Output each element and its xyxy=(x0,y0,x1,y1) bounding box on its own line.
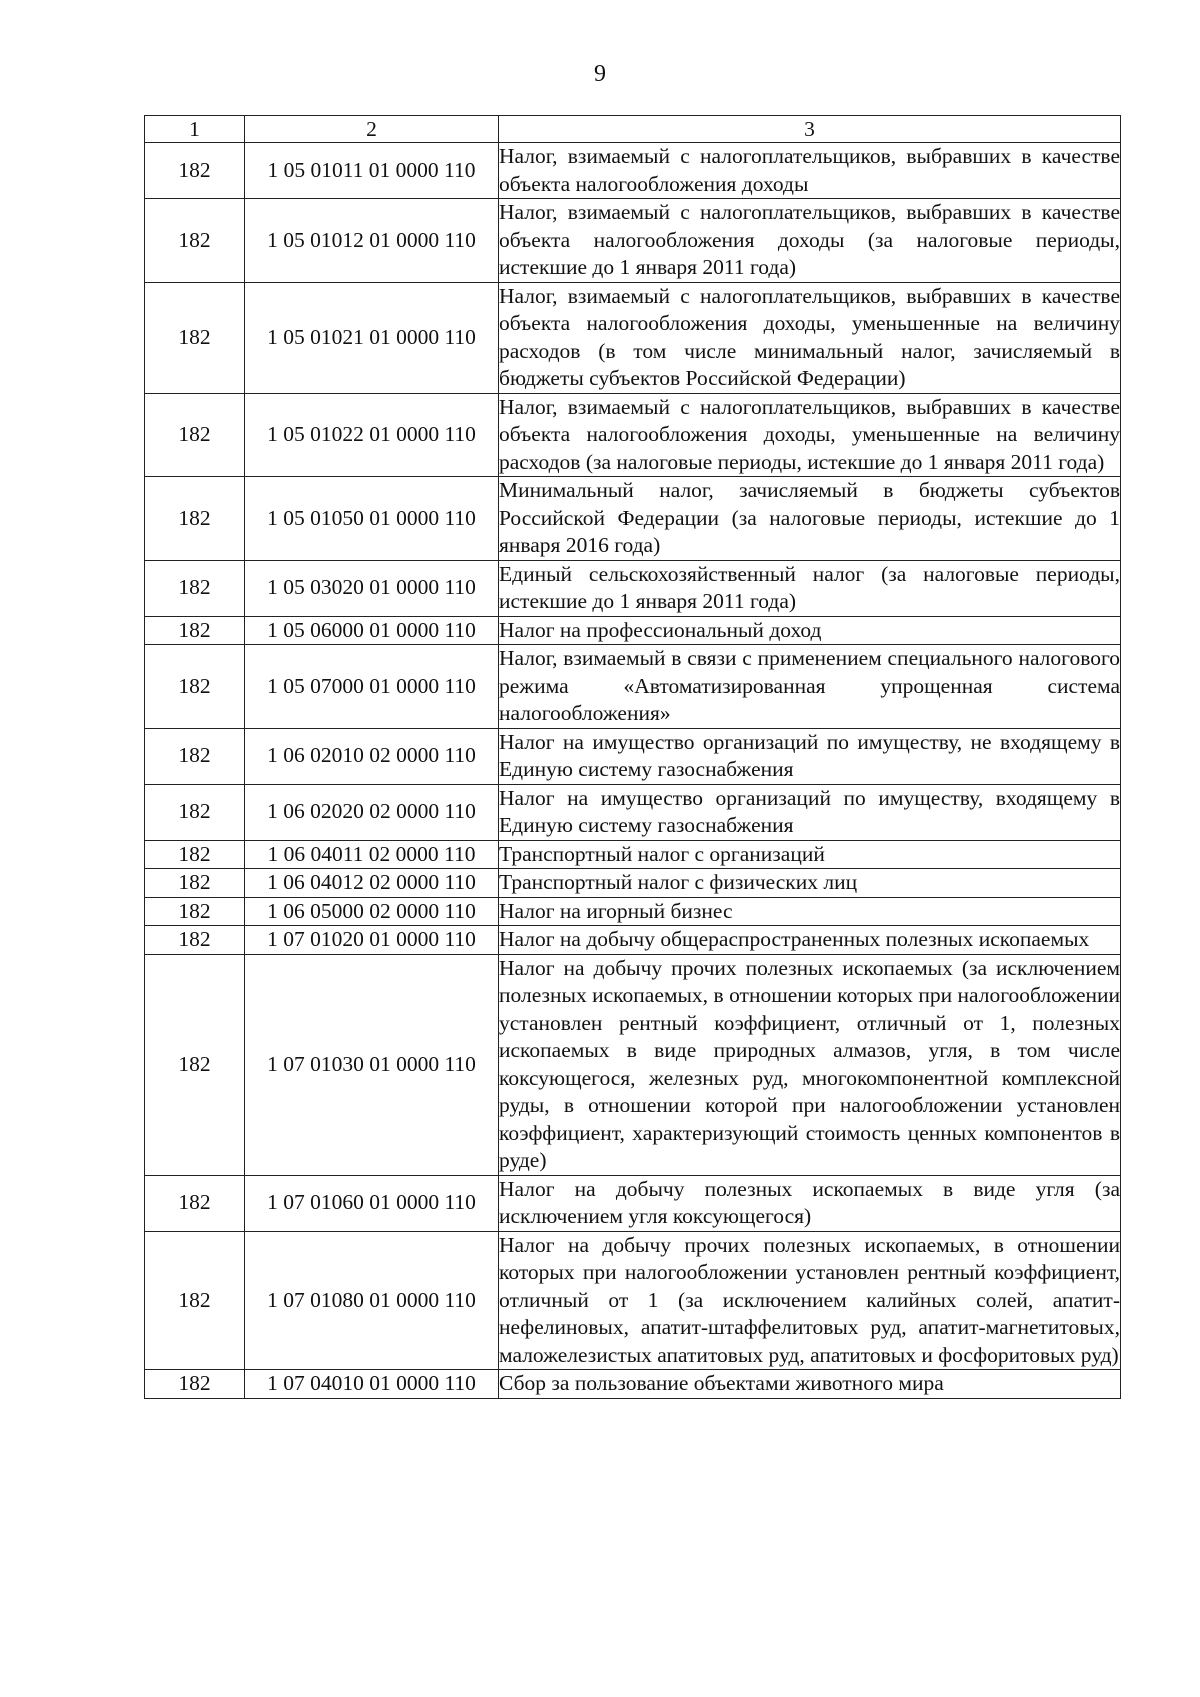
revenue-name: Налог на имущество организаций по имуществу, входящему в Единую систему газоснабжения xyxy=(499,784,1121,840)
table-row xyxy=(145,282,1121,393)
table-row xyxy=(145,897,1121,926)
column-header-1: 1 xyxy=(145,116,245,143)
revenue-name: Налог, взимаемый с налогоплательщиков, выбравших в качестве объекта налогообложения доходы, уменьшенные на величину расходов (за налоговые периоды, истекшие до 1 января 2011 года) xyxy=(499,393,1121,477)
revenue-name: Налог, взимаемый с налогоплательщиков, выбравших в качестве объекта налогообложения доходы (за налоговые периоды, истекшие до 1 января 2011 года) xyxy=(499,199,1121,283)
table-row xyxy=(145,840,1121,869)
administrator-code: 182 xyxy=(145,869,245,898)
table-row xyxy=(145,784,1121,840)
administrator-code: 182 xyxy=(145,926,245,955)
revenue-name: Налог на профессиональный доход xyxy=(499,616,1121,645)
budget-classification-code: 1 05 01011 01 0000 110 xyxy=(245,143,499,199)
budget-classification-code: 1 05 06000 01 0000 110 xyxy=(245,616,499,645)
table-row xyxy=(145,199,1121,283)
column-header-3: 3 xyxy=(499,116,1121,143)
administrator-code: 182 xyxy=(145,897,245,926)
administrator-code: 182 xyxy=(145,477,245,561)
budget-classification-code: 1 05 01050 01 0000 110 xyxy=(245,477,499,561)
budget-classification-code: 1 06 02010 02 0000 110 xyxy=(245,728,499,784)
administrator-code: 182 xyxy=(145,143,245,199)
administrator-code: 182 xyxy=(145,560,245,616)
revenue-name: Налог на имущество организаций по имуществу, не входящему в Единую систему газоснабжения xyxy=(499,728,1121,784)
revenue-name: Минимальный налог, зачисляемый в бюджеты субъектов Российской Федерации (за налоговые периоды, истекшие до 1 января 2016 года) xyxy=(499,477,1121,561)
table-row xyxy=(145,954,1121,1175)
budget-classification-code: 1 07 01020 01 0000 110 xyxy=(245,926,499,955)
table-row xyxy=(145,728,1121,784)
administrator-code: 182 xyxy=(145,393,245,477)
table-row xyxy=(145,1370,1121,1399)
administrator-code: 182 xyxy=(145,954,245,1175)
table-row xyxy=(145,393,1121,477)
revenue-name: Сбор за пользование объектами животного мира xyxy=(499,1370,1121,1399)
budget-classification-code: 1 06 04012 02 0000 110 xyxy=(245,869,499,898)
budget-classification-code: 1 05 07000 01 0000 110 xyxy=(245,645,499,729)
budget-classification-code: 1 06 05000 02 0000 110 xyxy=(245,897,499,926)
revenue-name: Налог на игорный бизнес xyxy=(499,897,1121,926)
column-header-2: 2 xyxy=(245,116,499,143)
table-row xyxy=(145,477,1121,561)
administrator-code: 182 xyxy=(145,645,245,729)
administrator-code: 182 xyxy=(145,282,245,393)
revenue-name: Налог на добычу прочих полезных ископаемых, в отношении которых при налогообложении установлен рентный коэффициент, отличный от 1 (за исключением калийных солей, апатит-нефелиновых, апатит-штаффелитовых руд, апатит-магнетитовых, маложелезистых апатитовых руд, апатитовых и фосфоритовых руд) xyxy=(499,1231,1121,1370)
table-header-row xyxy=(145,116,1121,143)
budget-classification-code: 1 06 02020 02 0000 110 xyxy=(245,784,499,840)
budget-classification-code: 1 07 04010 01 0000 110 xyxy=(245,1370,499,1399)
table-row xyxy=(145,560,1121,616)
budget-classification-code: 1 05 03020 01 0000 110 xyxy=(245,560,499,616)
administrator-code: 182 xyxy=(145,728,245,784)
administrator-code: 182 xyxy=(145,1370,245,1399)
revenue-name: Транспортный налог с организаций xyxy=(499,840,1121,869)
administrator-code: 182 xyxy=(145,784,245,840)
revenue-name: Транспортный налог с физических лиц xyxy=(499,869,1121,898)
budget-classification-code: 1 05 01012 01 0000 110 xyxy=(245,199,499,283)
page-number: 9 xyxy=(594,61,606,87)
table-row xyxy=(145,616,1121,645)
revenue-name: Налог на добычу общераспространенных полезных ископаемых xyxy=(499,926,1121,955)
budget-classification-code: 1 06 04011 02 0000 110 xyxy=(245,840,499,869)
budget-classification-code: 1 07 01030 01 0000 110 xyxy=(245,954,499,1175)
revenue-name: Налог на добычу прочих полезных ископаемых (за исключением полезных ископаемых, в отношении которых при налогообложении установлен рентный коэффициент, отличный от 1, полезных ископаемых в виде природных алмазов, угля, в том числе коксующегося, железных руд, многокомпонентной комплексной руды, в отношении которой при налогообложении установлен коэффициент, характеризующий стоимость ценных компонентов в руде) xyxy=(499,954,1121,1175)
administrator-code: 182 xyxy=(145,616,245,645)
budget-classification-code: 1 07 01080 01 0000 110 xyxy=(245,1231,499,1370)
revenue-name: Налог на добычу полезных ископаемых в виде угля (за исключением угля коксующегося) xyxy=(499,1175,1121,1231)
table-row xyxy=(145,143,1121,199)
budget-classification-code: 1 05 01021 01 0000 110 xyxy=(245,282,499,393)
table-row xyxy=(145,645,1121,729)
table-row xyxy=(145,869,1121,898)
revenue-name: Единый сельскохозяйственный налог (за налоговые периоды, истекшие до 1 января 2011 года) xyxy=(499,560,1121,616)
administrator-code: 182 xyxy=(145,199,245,283)
revenue-name: Налог, взимаемый с налогоплательщиков, выбравших в качестве объекта налогообложения доходы xyxy=(499,143,1121,199)
administrator-code: 182 xyxy=(145,840,245,869)
table-row xyxy=(145,1175,1121,1231)
revenue-codes-table xyxy=(144,115,1121,1399)
budget-classification-code: 1 07 01060 01 0000 110 xyxy=(245,1175,499,1231)
administrator-code: 182 xyxy=(145,1175,245,1231)
administrator-code: 182 xyxy=(145,1231,245,1370)
revenue-name: Налог, взимаемый в связи с применением специального налогового режима «Автоматизированная упрощенная система налогообложения» xyxy=(499,645,1121,729)
revenue-name: Налог, взимаемый с налогоплательщиков, выбравших в качестве объекта налогообложения доходы, уменьшенные на величину расходов (в том числе минимальный налог, зачисляемый в бюджеты субъектов Российской Федерации) xyxy=(499,282,1121,393)
table-row xyxy=(145,1231,1121,1370)
table-row xyxy=(145,926,1121,955)
budget-classification-code: 1 05 01022 01 0000 110 xyxy=(245,393,499,477)
